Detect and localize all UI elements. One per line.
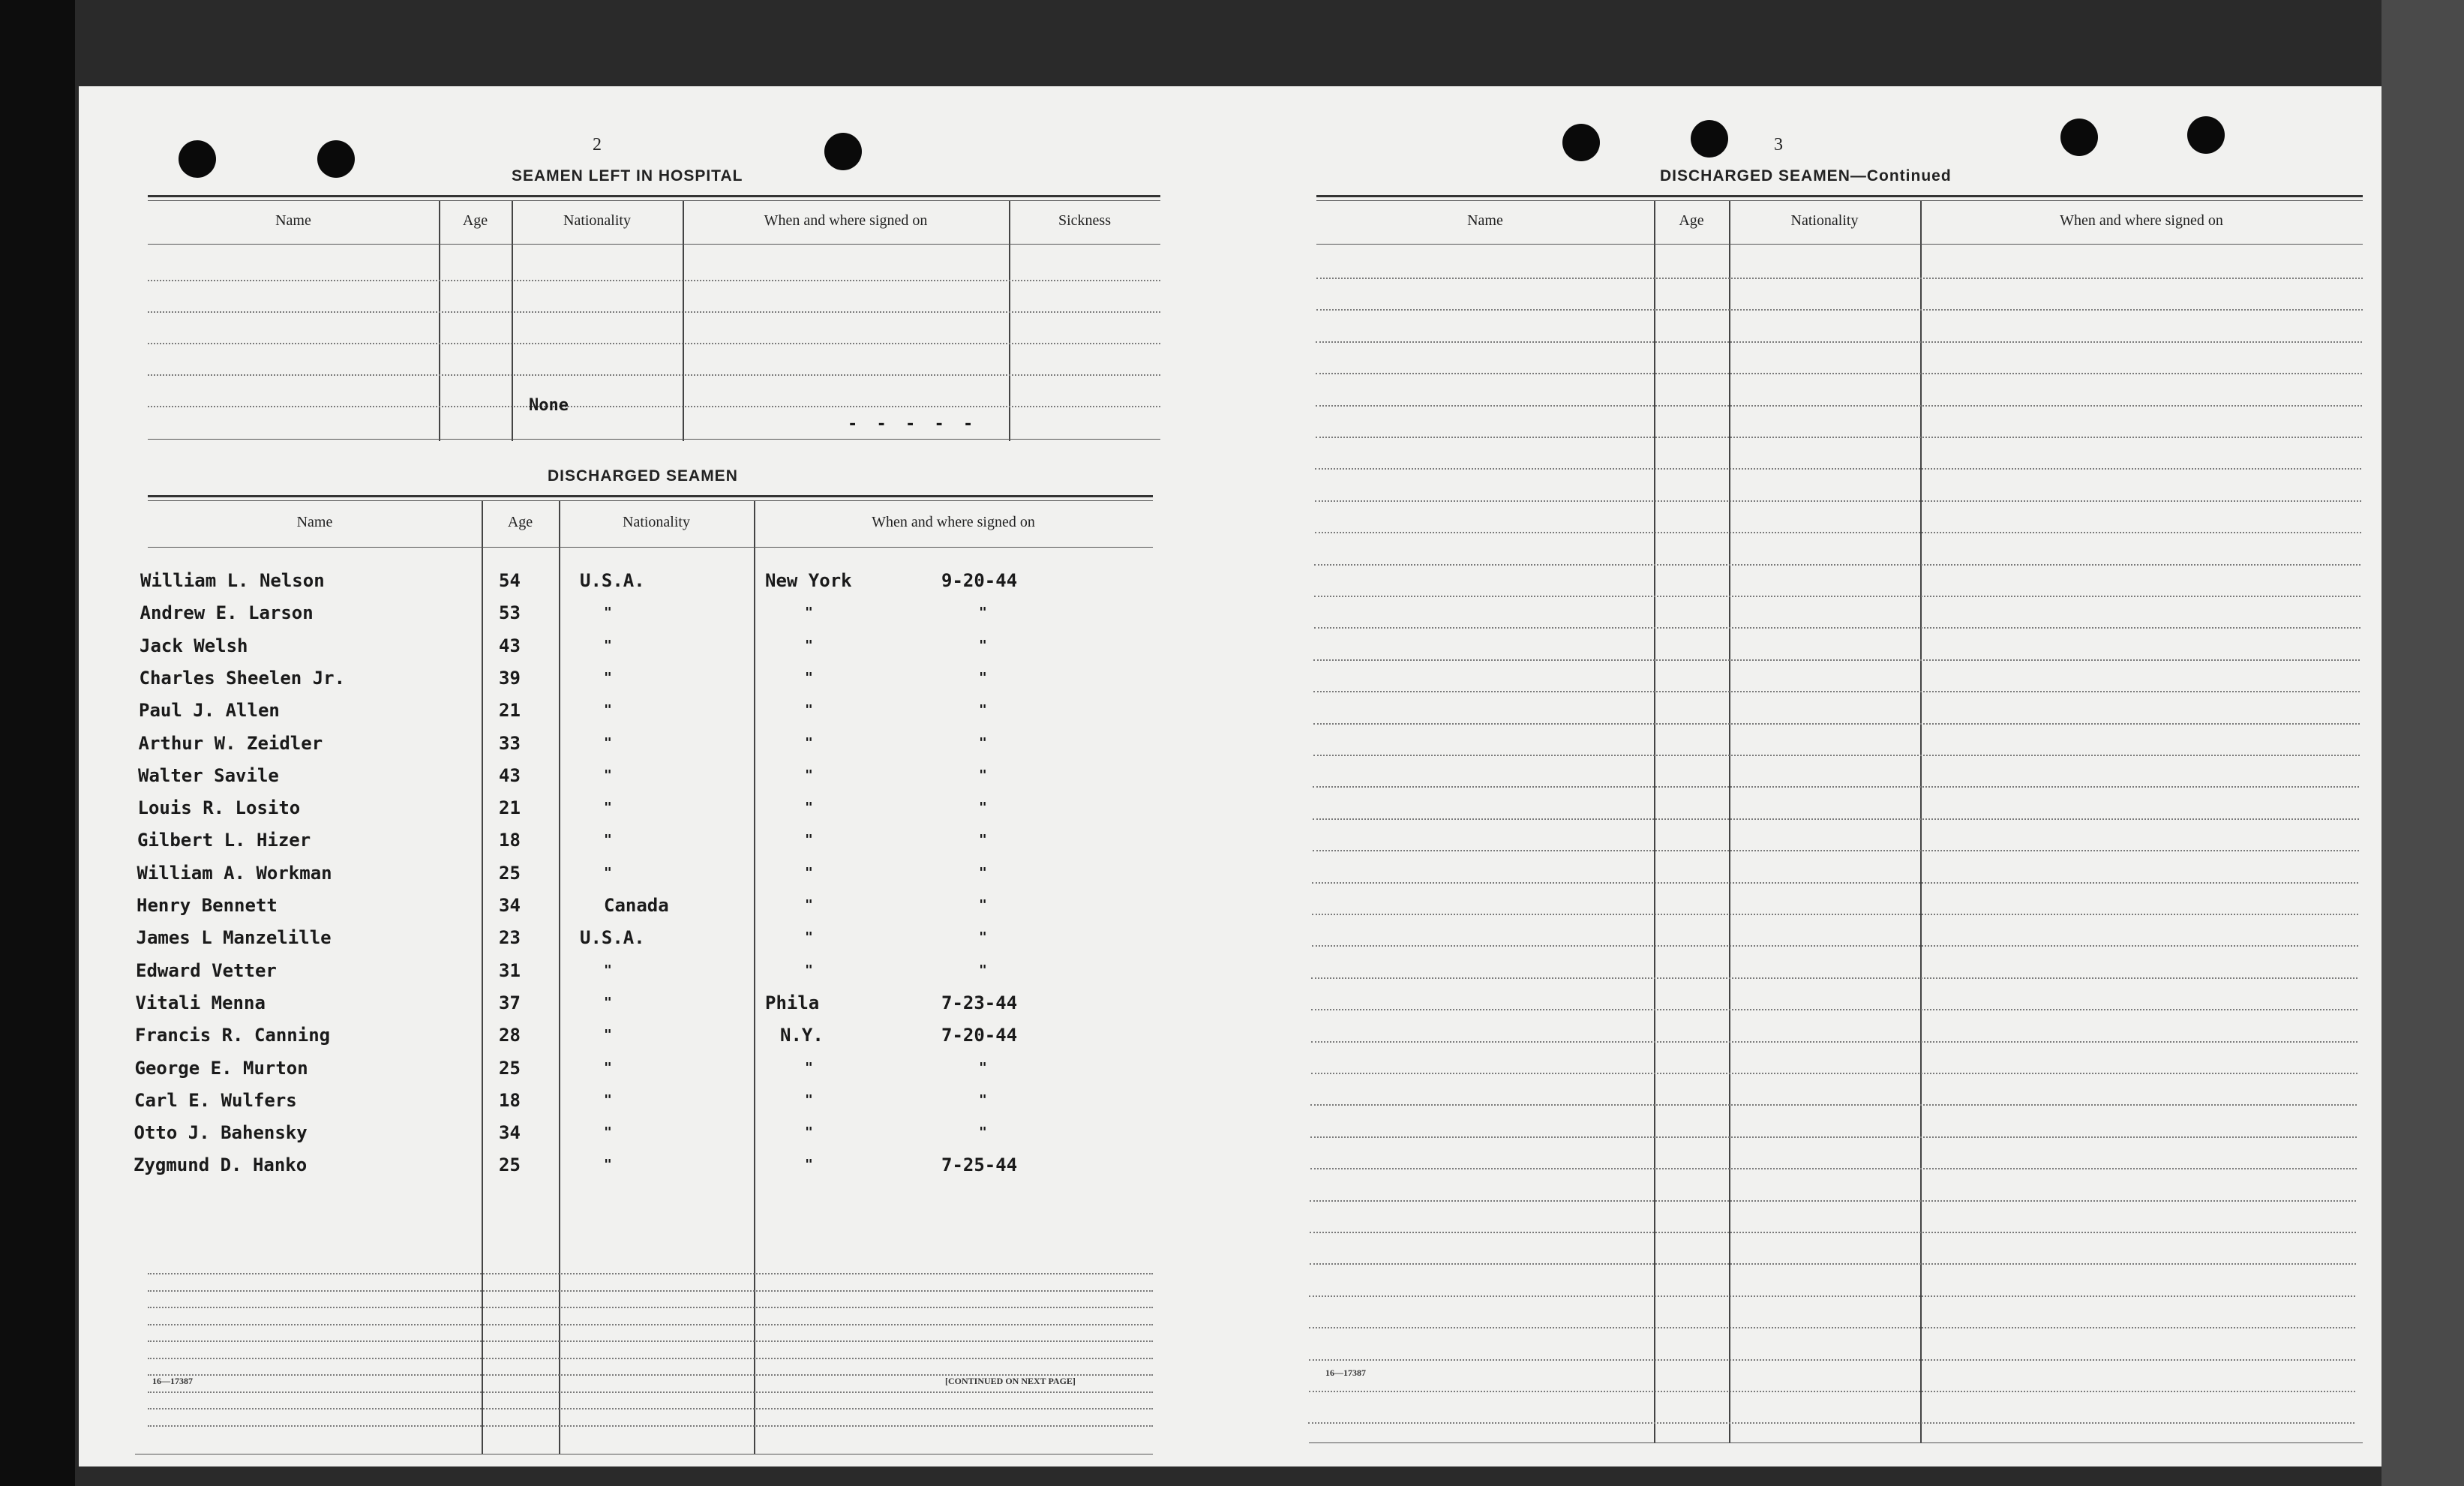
seaman-nationality: Canada bbox=[604, 895, 669, 916]
signed-on-place: " bbox=[805, 767, 813, 783]
page-number: 2 bbox=[593, 135, 602, 155]
column-divider bbox=[439, 201, 440, 441]
signed-on-place: " bbox=[805, 1091, 813, 1108]
header-nationality: Nationality bbox=[623, 514, 690, 530]
seaman-nationality: " bbox=[604, 832, 612, 848]
row-line bbox=[1316, 373, 2362, 374]
row-line bbox=[1316, 309, 2363, 311]
seaman-nationality: " bbox=[604, 669, 612, 686]
column-divider bbox=[1729, 201, 1730, 1442]
row-line bbox=[1313, 723, 2360, 725]
rule bbox=[148, 495, 1153, 497]
signed-on-date: " bbox=[979, 669, 987, 686]
seaman-name: Francis R. Canning bbox=[135, 1025, 331, 1046]
seaman-name: Zygmund D. Hanko bbox=[134, 1154, 308, 1176]
signed-on-place: " bbox=[805, 864, 813, 881]
row-line bbox=[1314, 627, 2360, 629]
row-line bbox=[1310, 1200, 2356, 1202]
row-line bbox=[1310, 1136, 2357, 1138]
header-sickness: Sickness bbox=[1058, 212, 1111, 229]
signed-on-place: N.Y. bbox=[780, 1025, 824, 1046]
row-line bbox=[148, 1340, 1153, 1342]
row-line bbox=[1310, 1263, 2356, 1265]
seaman-age: 53 bbox=[499, 602, 521, 624]
row-line bbox=[1310, 1104, 2357, 1106]
seaman-name: Carl E. Wulfers bbox=[134, 1089, 297, 1111]
signed-on-date: " bbox=[979, 702, 987, 719]
seaman-nationality: " bbox=[604, 1027, 612, 1043]
column-divider bbox=[683, 201, 684, 441]
row-line bbox=[1314, 564, 2360, 566]
row-line bbox=[148, 1273, 1153, 1274]
seaman-nationality: " bbox=[604, 1124, 612, 1141]
column-divider bbox=[1009, 201, 1010, 441]
signed-on-place: " bbox=[805, 929, 813, 946]
seaman-nationality: " bbox=[604, 1059, 612, 1076]
rule bbox=[148, 195, 1160, 197]
continued-note: [CONTINUED ON NEXT PAGE] bbox=[945, 1376, 1076, 1386]
seaman-name: Arthur W. Zeidler bbox=[138, 732, 323, 754]
row-line bbox=[1308, 1422, 2354, 1424]
signed-on-date: " bbox=[979, 864, 987, 881]
rule bbox=[1309, 1442, 2363, 1443]
dash-mark: - - - - - bbox=[848, 415, 978, 434]
seaman-age: 43 bbox=[499, 764, 521, 786]
header-age: Age bbox=[462, 212, 488, 229]
signed-on-date: " bbox=[979, 800, 987, 816]
row-line bbox=[1311, 1041, 2357, 1043]
column-divider bbox=[512, 201, 513, 441]
document-sheet bbox=[79, 86, 2381, 1466]
signed-on-place: " bbox=[805, 1059, 813, 1076]
seaman-name: George E. Murton bbox=[134, 1057, 308, 1079]
seaman-nationality: U.S.A. bbox=[580, 927, 645, 949]
row-line bbox=[1314, 596, 2360, 597]
row-line bbox=[1316, 405, 2362, 407]
seaman-age: 33 bbox=[499, 732, 521, 754]
seaman-age: 31 bbox=[499, 959, 521, 981]
row-line bbox=[1311, 977, 2357, 979]
signed-on-place: " bbox=[805, 605, 813, 621]
signed-on-date: " bbox=[979, 1091, 987, 1108]
seaman-nationality: " bbox=[604, 605, 612, 621]
row-line bbox=[148, 311, 1160, 313]
seaman-age: 25 bbox=[499, 1057, 521, 1079]
row-line bbox=[148, 1425, 1153, 1427]
seaman-name: Paul J. Allen bbox=[139, 700, 280, 722]
seaman-name: William A. Workman bbox=[137, 862, 332, 884]
header-age: Age bbox=[1679, 212, 1704, 229]
row-line bbox=[1309, 1295, 2355, 1297]
form-number: 16—17387 bbox=[152, 1376, 193, 1386]
signed-on-date: 7-23-44 bbox=[941, 992, 1018, 1013]
seaman-nationality: U.S.A. bbox=[580, 570, 645, 591]
signed-on-place: " bbox=[805, 702, 813, 719]
seaman-age: 54 bbox=[499, 570, 521, 591]
signed-on-date: " bbox=[979, 767, 987, 783]
signed-on-date: " bbox=[979, 637, 987, 653]
seaman-name: Henry Bennett bbox=[137, 895, 278, 916]
punch-hole bbox=[2060, 119, 2098, 156]
seaman-name: Jack Welsh bbox=[140, 635, 248, 656]
row-line bbox=[1313, 755, 2360, 756]
signed-on-place: " bbox=[805, 734, 813, 751]
signed-on-place: " bbox=[805, 897, 813, 913]
row-line bbox=[148, 1307, 1153, 1308]
header-when-where: When and where signed on bbox=[764, 212, 928, 229]
rule bbox=[1316, 195, 2363, 197]
rule bbox=[1316, 200, 2363, 201]
row-line bbox=[148, 374, 1160, 376]
row-line bbox=[148, 280, 1160, 281]
signed-on-place: Phila bbox=[765, 992, 820, 1013]
signed-on-place: " bbox=[805, 1124, 813, 1141]
rule bbox=[148, 547, 1153, 548]
punch-hole bbox=[824, 133, 862, 170]
column-divider bbox=[482, 501, 483, 1454]
signed-on-date: " bbox=[979, 1124, 987, 1141]
row-line bbox=[1311, 1073, 2357, 1074]
row-line bbox=[1312, 882, 2358, 884]
row-line bbox=[1316, 278, 2363, 279]
row-line bbox=[1313, 691, 2360, 692]
signed-on-date: 9-20-44 bbox=[941, 570, 1018, 591]
header-name: Name bbox=[275, 212, 311, 229]
header-when-where: When and where signed on bbox=[872, 514, 1035, 530]
seaman-age: 43 bbox=[499, 635, 521, 656]
row-line bbox=[1309, 1327, 2355, 1328]
continued-section-title: DISCHARGED SEAMEN—Continued bbox=[1660, 167, 1952, 185]
punch-hole bbox=[1691, 120, 1728, 158]
seaman-name: Vitali Menna bbox=[135, 992, 266, 1013]
column-divider bbox=[1920, 201, 1922, 1442]
row-line bbox=[148, 1358, 1153, 1359]
row-line bbox=[148, 1324, 1153, 1325]
seaman-age: 28 bbox=[499, 1025, 521, 1046]
seaman-name: Louis R. Losito bbox=[137, 797, 301, 819]
form-number: 16—17387 bbox=[1325, 1367, 1366, 1378]
signed-on-date: " bbox=[979, 832, 987, 848]
row-line bbox=[1315, 532, 2361, 533]
signed-on-place: " bbox=[805, 669, 813, 686]
signed-on-date: " bbox=[979, 897, 987, 913]
seaman-age: 21 bbox=[499, 700, 521, 722]
discharged-section-title: DISCHARGED SEAMEN bbox=[548, 467, 738, 485]
signed-on-date: 7-25-44 bbox=[941, 1154, 1018, 1176]
header-name: Name bbox=[296, 514, 333, 530]
seaman-nationality: " bbox=[604, 994, 612, 1010]
seaman-name: Charles Sheelen Jr. bbox=[139, 667, 346, 689]
seaman-name: William L. Nelson bbox=[140, 570, 325, 591]
signed-on-date: " bbox=[979, 929, 987, 946]
row-line bbox=[1313, 818, 2359, 820]
seaman-nationality: " bbox=[604, 1091, 612, 1108]
row-line bbox=[148, 1290, 1153, 1292]
punch-hole bbox=[2187, 116, 2225, 154]
seaman-age: 21 bbox=[499, 797, 521, 819]
row-line bbox=[148, 1391, 1153, 1393]
row-line bbox=[148, 1408, 1153, 1409]
seaman-age: 18 bbox=[499, 830, 521, 851]
signed-on-place: " bbox=[805, 962, 813, 978]
row-line bbox=[1313, 850, 2359, 851]
seaman-nationality: " bbox=[604, 734, 612, 751]
punch-hole bbox=[317, 140, 355, 178]
signed-on-date: " bbox=[979, 734, 987, 751]
signed-on-place: " bbox=[805, 637, 813, 653]
seaman-name: Andrew E. Larson bbox=[140, 602, 314, 624]
seaman-age: 25 bbox=[499, 862, 521, 884]
row-line bbox=[1309, 1359, 2355, 1361]
signed-on-date: " bbox=[979, 1059, 987, 1076]
row-line bbox=[1310, 1168, 2357, 1169]
seaman-name: James L Manzelille bbox=[136, 927, 332, 949]
signed-on-place: New York bbox=[765, 570, 852, 591]
row-line bbox=[1311, 1009, 2357, 1010]
hospital-entry: None bbox=[529, 396, 569, 415]
header-age: Age bbox=[507, 514, 533, 530]
signed-on-place: " bbox=[805, 800, 813, 816]
header-name: Name bbox=[1467, 212, 1503, 229]
seaman-name: Edward Vetter bbox=[136, 959, 277, 981]
seaman-age: 37 bbox=[499, 992, 521, 1013]
page-number: 3 bbox=[1774, 135, 1783, 155]
seaman-age: 23 bbox=[499, 927, 521, 949]
seaman-name: Otto J. Bahensky bbox=[134, 1122, 308, 1144]
rule bbox=[148, 439, 1160, 440]
header-nationality: Nationality bbox=[563, 212, 631, 229]
row-line bbox=[1310, 1232, 2356, 1233]
seaman-age: 18 bbox=[499, 1089, 521, 1111]
row-line bbox=[1312, 914, 2358, 915]
seaman-name: Gilbert L. Hizer bbox=[137, 830, 311, 851]
seaman-nationality: " bbox=[604, 800, 612, 816]
seaman-age: 34 bbox=[499, 1122, 521, 1144]
row-line bbox=[1309, 1391, 2355, 1392]
seaman-age: 39 bbox=[499, 667, 521, 689]
row-line bbox=[1313, 659, 2360, 661]
seaman-age: 34 bbox=[499, 895, 521, 916]
scan-border-left bbox=[0, 0, 75, 1486]
signed-on-date: " bbox=[979, 605, 987, 621]
row-line bbox=[148, 343, 1160, 344]
row-line bbox=[148, 406, 1160, 407]
signed-on-date: 7-20-44 bbox=[941, 1025, 1018, 1046]
seaman-age: 25 bbox=[499, 1154, 521, 1176]
row-line bbox=[1312, 945, 2358, 947]
signed-on-place: " bbox=[805, 832, 813, 848]
row-line bbox=[1316, 341, 2362, 343]
seaman-nationality: " bbox=[604, 767, 612, 783]
header-nationality: Nationality bbox=[1790, 212, 1859, 229]
seaman-nationality: " bbox=[604, 702, 612, 719]
row-line bbox=[1313, 786, 2359, 788]
punch-hole bbox=[1562, 124, 1600, 161]
column-divider bbox=[1654, 201, 1655, 1442]
hospital-section-title: SEAMEN LEFT IN HOSPITAL bbox=[512, 167, 743, 185]
seaman-nationality: " bbox=[604, 637, 612, 653]
rule bbox=[148, 244, 1160, 245]
row-line bbox=[1316, 437, 2362, 438]
seaman-nationality: " bbox=[604, 1157, 612, 1173]
seaman-nationality: " bbox=[604, 864, 612, 881]
scan-border-right bbox=[2381, 0, 2464, 1486]
row-line bbox=[1315, 500, 2361, 502]
row-line bbox=[1315, 468, 2361, 470]
seaman-name: Walter Savile bbox=[138, 764, 279, 786]
seaman-nationality: " bbox=[604, 962, 612, 978]
rule bbox=[1316, 244, 2363, 245]
column-divider bbox=[559, 501, 560, 1454]
column-divider bbox=[754, 501, 755, 1454]
header-when-where: When and where signed on bbox=[2060, 212, 2223, 229]
signed-on-place: " bbox=[805, 1157, 813, 1173]
rule bbox=[148, 500, 1153, 501]
signed-on-date: " bbox=[979, 962, 987, 978]
punch-hole bbox=[179, 140, 216, 178]
